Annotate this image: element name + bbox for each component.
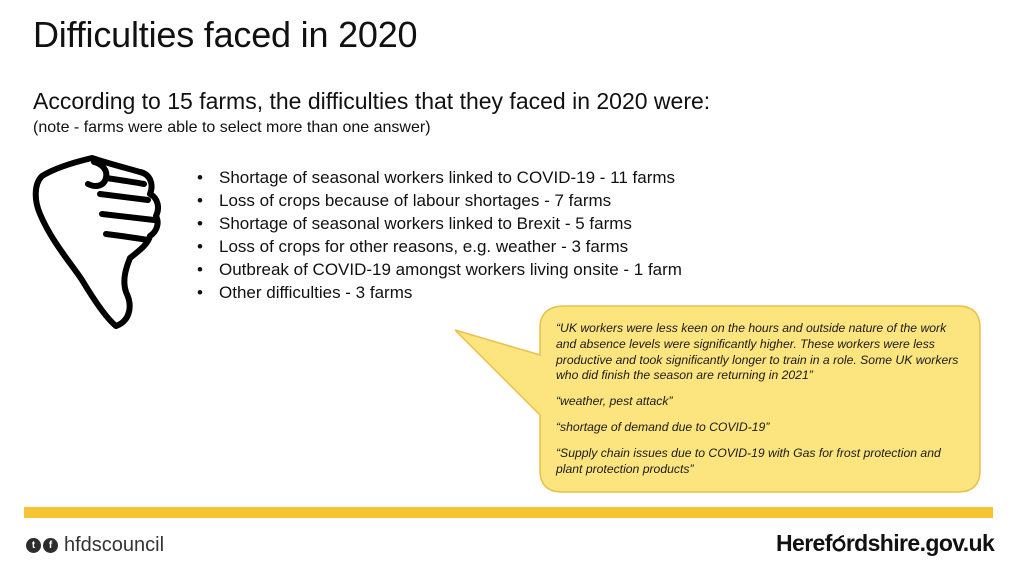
footer-bar xyxy=(24,507,993,518)
site-name-prefix: Heref xyxy=(776,530,832,556)
page-subtitle: According to 15 farms, the difficulties that they faced in 2020 were: xyxy=(33,88,711,114)
social-links xyxy=(26,534,164,557)
quotes-panel xyxy=(556,321,968,487)
list-item: • Other difficulties - 3 farms xyxy=(196,281,682,304)
twitter-icon[interactable]: t xyxy=(26,538,41,553)
site-name-suffix: rdshire.gov.uk xyxy=(845,530,995,556)
quote-text: “shortage of demand due to COVID-19” xyxy=(556,419,770,434)
facebook-icon[interactable]: f xyxy=(43,538,58,553)
page-title: Difficulties faced in 2020 xyxy=(33,14,418,55)
selection-note: (note - farms were able to select more than one answer) xyxy=(33,119,431,136)
list-item: • Loss of crops for other reasons, e.g. weather - 3 farms xyxy=(196,235,682,258)
quote-text: “Supply chain issues due to COVID-19 with Gas for frost protection and plant protection products” xyxy=(556,445,941,476)
apple-icon xyxy=(832,535,846,552)
list-item: • Shortage of seasonal workers linked to Brexit - 5 farms xyxy=(196,212,682,235)
site-logo[interactable] xyxy=(776,530,994,557)
quote-text: “UK workers were less keen on the hours and outside nature of the work and absence levels were significantly higher. These workers were less productive and took significantly longer to train in a role. Some UK workers who did finish the season are returning in 2021” xyxy=(556,321,959,383)
list-item: • Outbreak of COVID-19 amongst workers living onsite - 1 farm xyxy=(196,258,682,281)
list-item: • Shortage of seasonal workers linked to COVID-19 - 11 farms xyxy=(196,166,682,189)
quote-text: “weather, pest attack” xyxy=(556,394,673,409)
list-item: • Loss of crops because of labour shortages - 7 farms xyxy=(196,189,682,212)
social-handle: hfdscouncil xyxy=(64,534,165,556)
